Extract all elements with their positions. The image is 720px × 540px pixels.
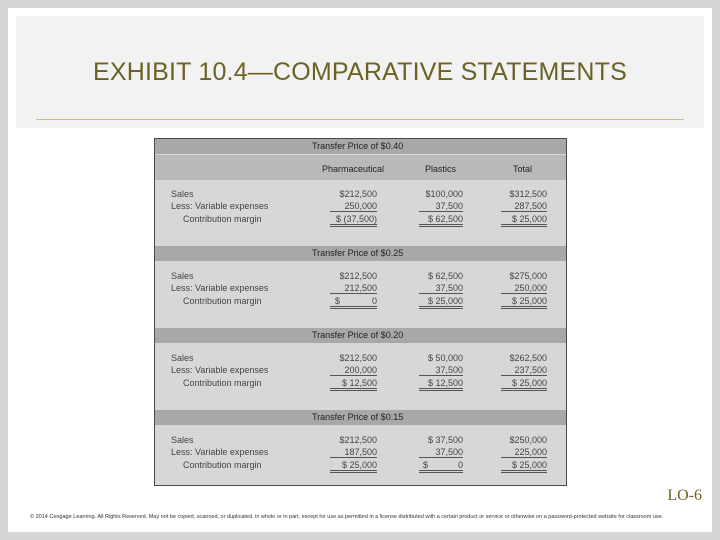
row-label-contribution-margin: Contribution margin: [183, 214, 262, 224]
section-heading: [155, 246, 566, 261]
cell: $100,000: [425, 189, 463, 199]
cell: 250,000: [330, 201, 377, 212]
section-heading-text: Transfer Price of $0.25: [312, 248, 404, 258]
cell: 0: [330, 296, 377, 309]
row-label-variable-expenses: Less: Variable expenses: [171, 283, 269, 293]
cell: $275,000: [509, 271, 547, 281]
section-heading-text: Transfer Price of $0.40: [312, 141, 404, 151]
table-row: [155, 201, 566, 213]
learning-objective-label: LO-6: [667, 487, 702, 504]
row-label-variable-expenses: Less: Variable expenses: [171, 201, 269, 211]
cell: 225,000: [501, 447, 547, 458]
cell: 287,500: [501, 201, 547, 212]
table-row: [155, 435, 566, 447]
row-label-contribution-margin: Contribution margin: [183, 378, 262, 388]
cell: $ 25,000: [501, 214, 547, 227]
row-label-sales: Sales: [171, 353, 194, 363]
dollar-sign: $: [423, 460, 429, 470]
cell: 187,500: [330, 447, 377, 458]
cell: 37,500: [419, 283, 463, 294]
table-row: [155, 296, 566, 308]
row-label-sales: Sales: [171, 271, 194, 281]
cell: $ 62,500: [427, 271, 463, 281]
cell: $212,500: [339, 271, 377, 281]
cell: $262,500: [509, 353, 547, 363]
row-label-contribution-margin: Contribution margin: [183, 460, 262, 470]
cell: $312,500: [509, 189, 547, 199]
cell: 250,000: [501, 283, 547, 294]
cell: 37,500: [419, 365, 463, 376]
cell: $212,500: [339, 353, 377, 363]
table-row: [155, 353, 566, 365]
cell: $ 50,000: [427, 353, 463, 363]
cell: 200,000: [330, 365, 377, 376]
cell: 212,500: [330, 283, 377, 294]
cell: $ 12,500: [419, 378, 463, 391]
section-heading: [155, 410, 566, 425]
table-row: [155, 365, 566, 377]
dollar-sign: $: [335, 296, 341, 306]
table-row: [155, 283, 566, 295]
cell: $ 25,000: [501, 296, 547, 309]
column-header-total: Total: [513, 164, 533, 174]
cell: $212,500: [339, 189, 377, 199]
cell: $ 62,500: [419, 214, 463, 227]
cell: 37,500: [419, 447, 463, 458]
cell: $ 25,000: [501, 378, 547, 391]
row-label-sales: Sales: [171, 435, 194, 445]
title-divider: [36, 119, 684, 120]
table-row: [155, 189, 566, 201]
cell: $212,500: [339, 435, 377, 445]
cell: $ 37,500: [427, 435, 463, 445]
row-label-variable-expenses: Less: Variable expenses: [171, 365, 269, 375]
cell: $ 25,000: [330, 460, 377, 473]
row-label-variable-expenses: Less: Variable expenses: [171, 447, 269, 457]
row-label-sales: Sales: [171, 189, 194, 199]
cell: $ 12,500: [330, 378, 377, 391]
cell: 237,500: [501, 365, 547, 376]
section-heading: [155, 328, 566, 343]
cell: 0: [419, 460, 463, 473]
cell: $ 25,000: [419, 296, 463, 309]
table-row: [155, 447, 566, 459]
cell: $ 25,000: [501, 460, 547, 473]
section-heading-text: Transfer Price of $0.15: [312, 412, 404, 422]
table-row: [155, 378, 566, 390]
cell: $250,000: [509, 435, 547, 445]
exhibit-table: [154, 138, 567, 486]
column-headers: [155, 155, 566, 180]
cell: 37,500: [419, 201, 463, 212]
column-header-pharmaceutical: Pharmaceutical: [322, 164, 385, 174]
column-header-plastics: Plastics: [425, 164, 457, 174]
table-row: [155, 271, 566, 283]
table-row: [155, 214, 566, 226]
section-heading: [155, 139, 566, 154]
cell: $ (37,500): [330, 214, 377, 227]
table-row: [155, 460, 566, 472]
copyright-notice: © 2014 Cengage Learning. All Rights Reserved. May not be copied, scanned, or duplicated, in whole or in part, except for use as permitted in a license distributed with a certain product or service or otherwise on a password-protected website for classroom use.: [30, 514, 664, 520]
section-heading-text: Transfer Price of $0.20: [312, 330, 404, 340]
row-label-contribution-margin: Contribution margin: [183, 296, 262, 306]
slide-title: EXHIBIT 10.4—COMPARATIVE STATEMENTS: [93, 58, 627, 86]
